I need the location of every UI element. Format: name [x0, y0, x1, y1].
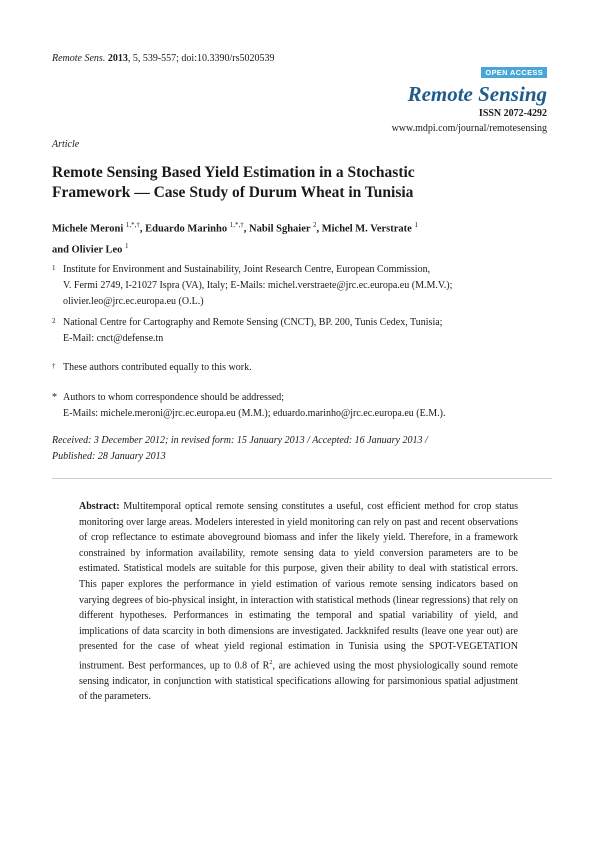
journal-name: Remote Sensing: [407, 82, 547, 106]
open-access-badge: OPEN ACCESS: [481, 67, 547, 78]
correspondence-note: * Authors to whom correspondence should be addressed; E-Mails: michele.meroni@jrc.ec.europa.eu (M.M.); eduardo.marinho@jrc.ec.europa.eu (E.M.).: [52, 392, 446, 419]
author-affiliation: 1,*,†: [125, 221, 140, 229]
author-name: Eduardo Marinho: [145, 223, 228, 235]
abstract-label: Abstract:: [79, 501, 120, 512]
publication-dates: Received: 3 December 2012; in revised form: 15 January 2013 / Accepted: 16 January 2013 / Published: 28 January 2013: [52, 435, 428, 462]
abstract-text: , are achieved using the most physiologically sound remote sensing indicator, in conjunction with statistical specifications allowing for parsimonious spatial adjustment of the parameters.: [79, 660, 518, 703]
author-name: Michel M. Verstrate: [321, 223, 412, 235]
author-affiliation: 1,*,†: [229, 221, 244, 229]
author-name: Michele Meroni: [52, 223, 124, 235]
author-name: Nabil Sghaier: [248, 223, 311, 235]
author-list: [52, 217, 552, 258]
article-type: Article: [52, 139, 80, 150]
author-line: Michele Meroni $^{1,*,\dagger}$, Eduardo Marinho $^{1,*,\dagger}$, Nabil Sghaier $^2$, Michel M. Verstrate $^1$: [52, 221, 418, 235]
title-line: Framework — Case Study of Durum Wheat in Tunisia: [52, 184, 414, 201]
affiliation-2: 2 National Centre for Cartography and Remote Sensing (CNCT), BP. 200, Tunis Cedex, Tunisia; E-Mail: cnct@defense.tn: [52, 317, 443, 344]
author-affiliation: 1: [414, 221, 418, 229]
title-line: Remote Sensing Based Yield Estimation in a Stochastic: [52, 164, 415, 181]
author-name: and Olivier Leo: [52, 244, 123, 255]
affiliation-1: 1 Institute for Environment and Sustainability, Joint Research Centre, European Commission, V. Fermi 2749, I-21027 Ispra (VA), Italy; E-Mails: michel.verstraete@jrc.ec.europa.eu (M.M.V.); olivier.leo@jrc.ec.europa.eu (O.L.): [52, 264, 453, 307]
paper-title: [52, 163, 552, 203]
abstract: Abstract: Multitemporal optical remote sensing constitutes a useful, cost efficient method for crop status monitoring over large areas. Modelers interested in yield monitoring can rely on past and recent observations of crop reflectance to estimate aboveground biomass and infer the likely yield. Therefore, in a framework constrained by information availability, remote sensing data to yield conversion parameters are to be estimated. Statistical models are suitable for this purpose, given their ability to deal with statistical errors. This paper explores the performance in yield estimation of various remote sensing indicators based on varying degrees of bio-physical insight, in interaction with statistical methods (linear regressions) that rely on different hypotheses. Performances in estimating the temporal and spatial variability of yield, and implications of data scarcity in both dimensions are investigated. Jackknifed results (leave one year out) are presented for the case of wheat yield regional estimation in Tunisia using the SPOT-VEGETATION instrument. Best performances, up to 0.8 of $R^2$, are achieved using the most physiologically sound remote sensing indicator, in conjunction with statistical specifications allowing for parsimonious spatial adjustment of the parameters.: [79, 501, 518, 703]
citation-line: Remote Sens. 2013, 5, 539-557; doi:10.3390/rs5020539: [52, 53, 275, 64]
author-affiliation: 1: [125, 241, 129, 250]
journal-url[interactable]: www.mdpi.com/journal/remotesensing: [391, 123, 547, 134]
abstract-text: Multitemporal optical remote sensing constitutes a useful, cost efficient method for crop status monitoring over large areas. Modelers interested in yield monitoring can rely on past and recent observations of crop reflectance to estimate aboveground biomass and infer the likely yield. Therefore, in a framework constrained by information availability, remote sensing data to yield conversion parameters are to be estimated. Statistical models are suitable for this purpose, given their ability to deal with statistical errors. This paper explores the performance in yield estimation of various remote sensing indicators based on varying degrees of bio-physical insight, in interaction with statistical methods (linear regressions) that rely on different hypotheses. Performances in estimating the temporal and spatial variability of yield, and implications of data scarcity in both dimensions are investigated. Jackknifed results (leave one year out) are presented for the case of wheat yield regional estimation in Tunisia using the SPOT-VEGETATION instrument. Best performances, up to 0.8 of R: [79, 501, 518, 672]
author-affiliation: 2: [312, 221, 317, 229]
section-divider: [52, 478, 552, 479]
equal-contribution-note: † These authors contributed equally to this work.: [52, 362, 252, 373]
author-line: [52, 238, 552, 259]
issn: ISSN 2072-4292: [478, 108, 547, 119]
